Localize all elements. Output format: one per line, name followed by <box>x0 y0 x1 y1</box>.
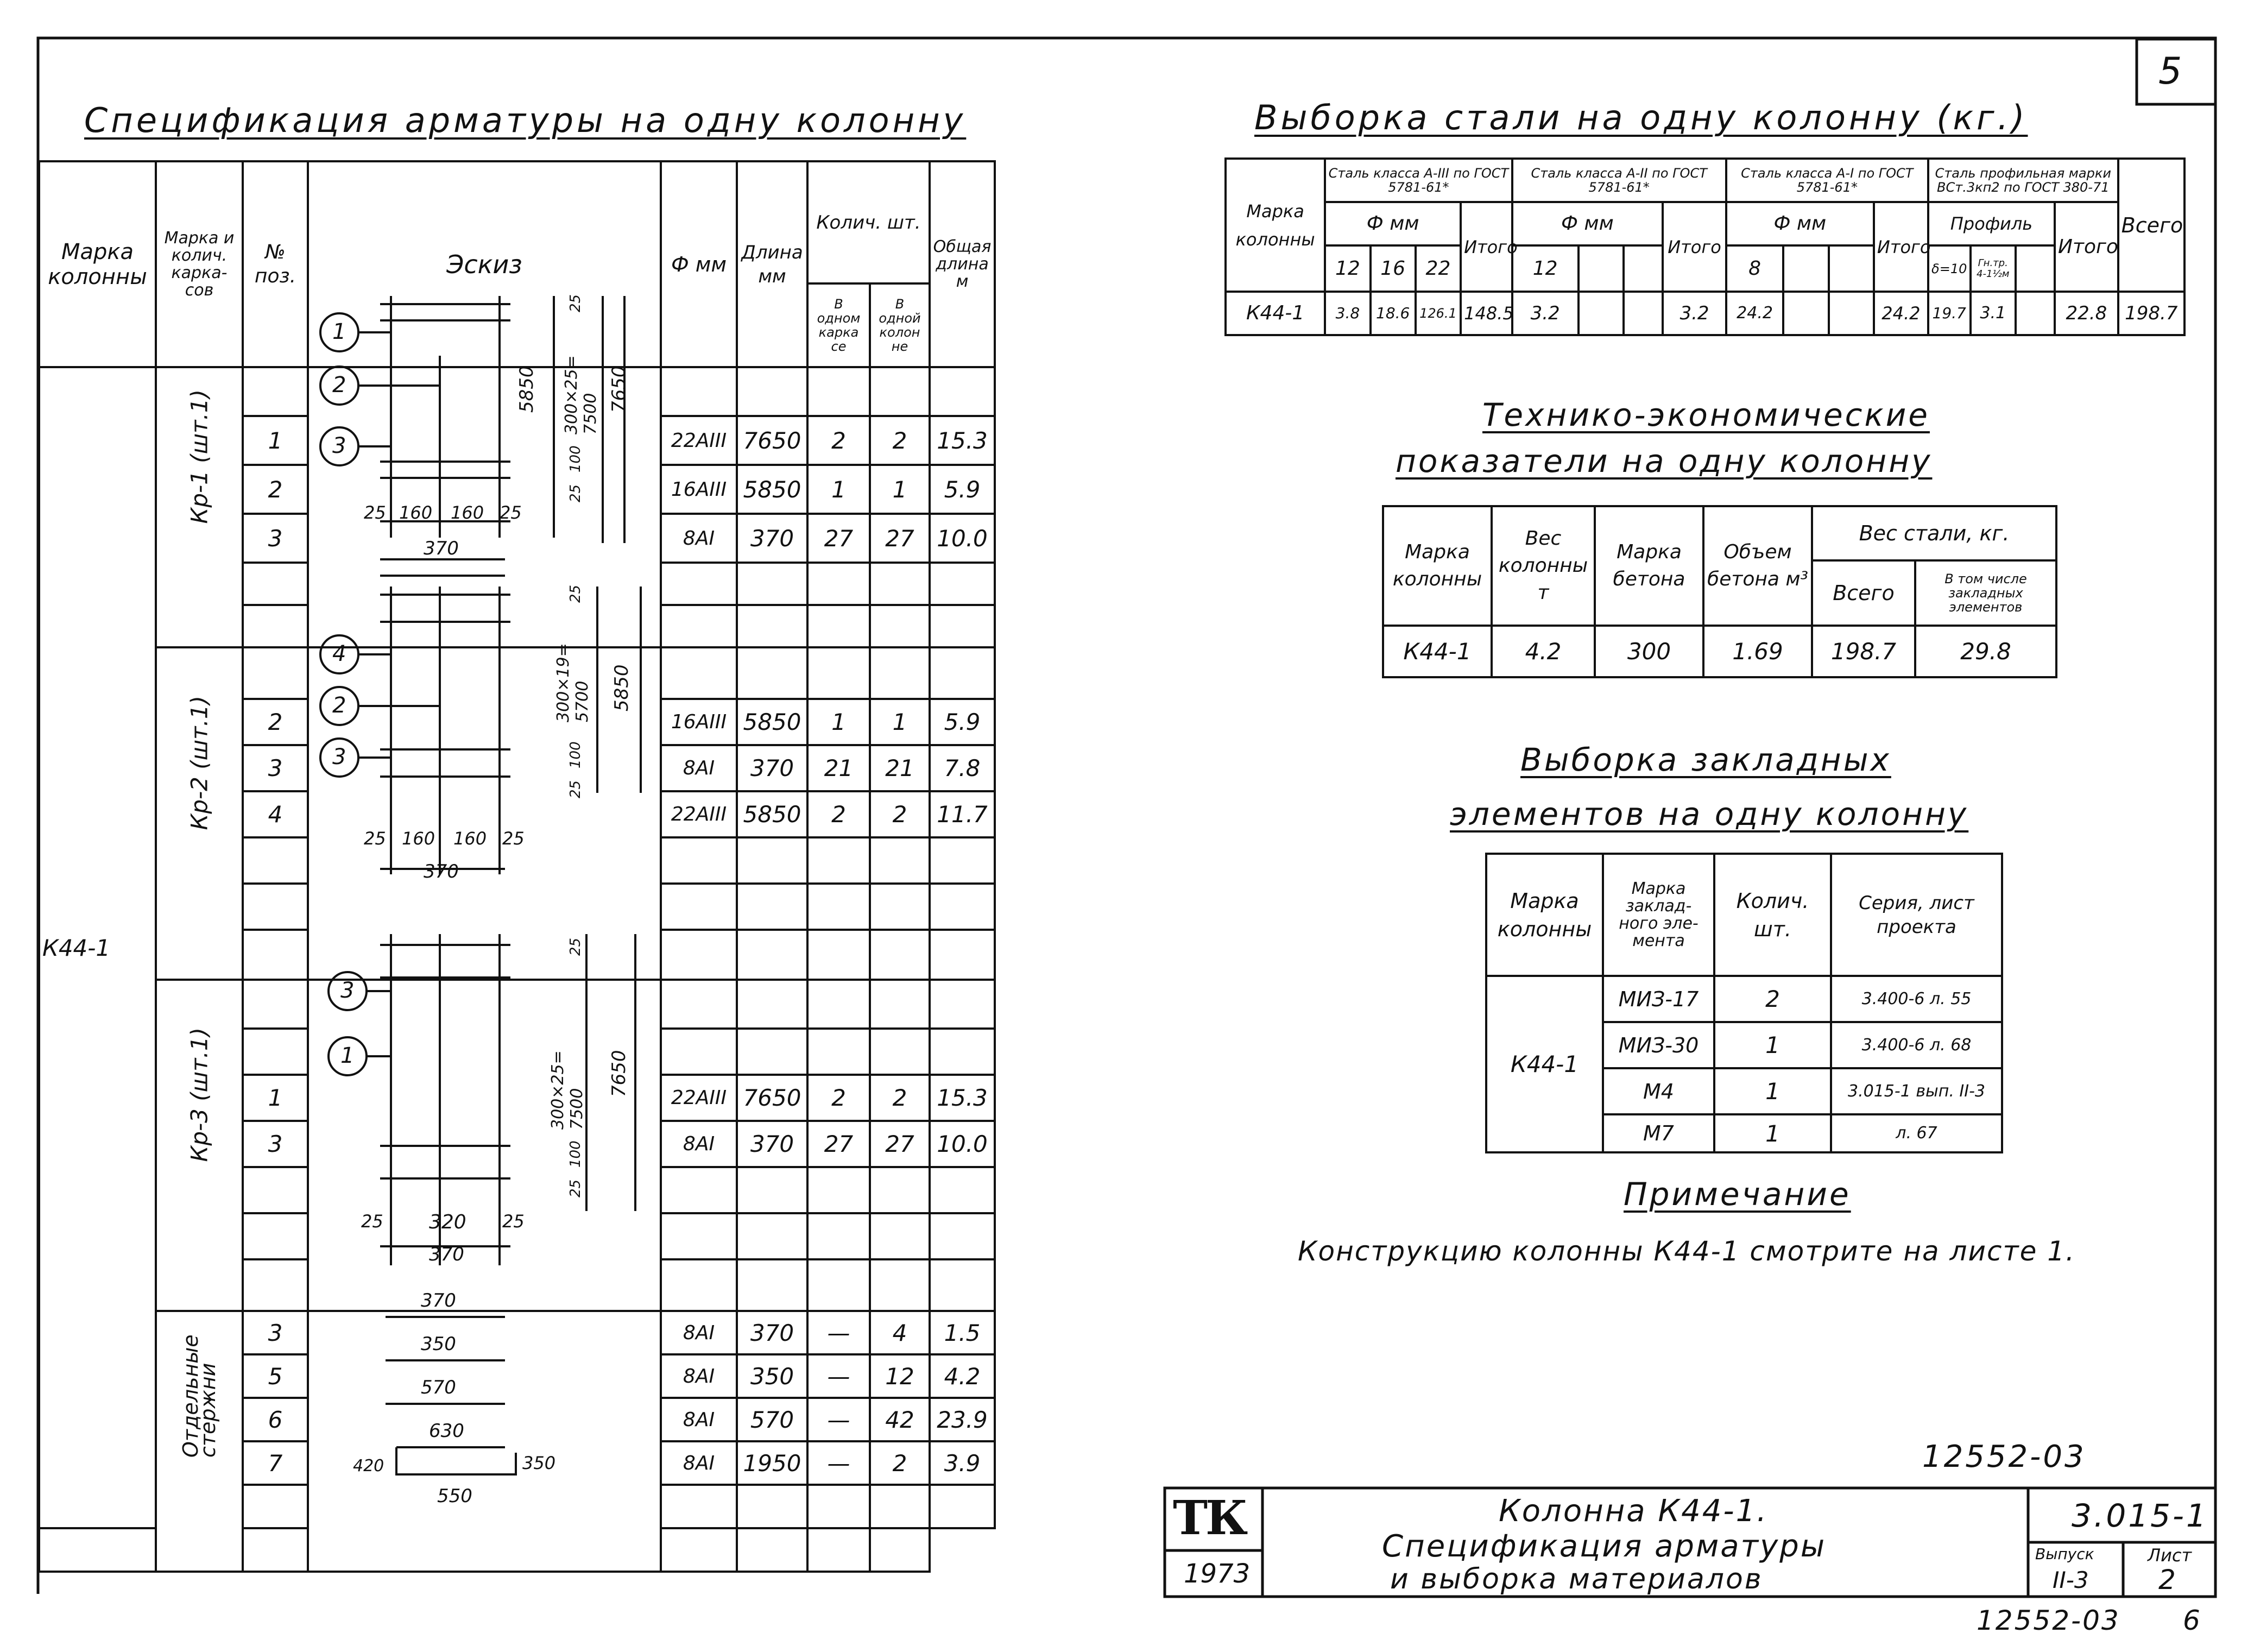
steel-hdr-all: Всего <box>2118 159 2184 292</box>
steel-c1: 24.2 <box>1726 292 1784 335</box>
hdr-length: Длина мм <box>737 161 807 367</box>
emb-qty: 2 <box>1714 976 1831 1022</box>
steel-d8: 8 <box>1726 245 1784 292</box>
qty-col-cell: 2 <box>870 1441 930 1485</box>
kr2-w4: 25 <box>502 828 525 849</box>
qty-col-cell: 27 <box>870 1121 930 1167</box>
steel-b1: 3.2 <box>1512 292 1579 335</box>
qty-col-cell: 2 <box>870 791 930 837</box>
note-title: Примечание <box>1624 1176 1851 1213</box>
pos-cell: 5 <box>243 1354 308 1398</box>
steel-a2: 18.6 <box>1371 292 1416 335</box>
emb-hdr-series: Серия, лист проекта <box>1831 854 2002 976</box>
kr3-w2: 320 <box>429 1211 466 1233</box>
stamp-issue: II-3 <box>2053 1567 2089 1593</box>
dia-cell: 22АIII <box>661 1075 737 1121</box>
steel-t3: 24.2 <box>1874 292 1928 335</box>
length-cell: 370 <box>737 1311 807 1354</box>
qty-col-cell: 1 <box>870 465 930 514</box>
steel-d22: 22 <box>1416 245 1461 292</box>
total-cell: 3.9 <box>930 1441 995 1485</box>
steel-hdr-a1: Сталь класса A-I по ГОСТ 5781-61* <box>1726 159 1928 202</box>
kr1-dim-spacing: 300×25= 7500 <box>562 350 600 434</box>
total-cell: 23.9 <box>930 1398 995 1441</box>
hdr-qty-frame: В одном карка се <box>807 283 870 367</box>
frame-kr3-cell <box>156 980 243 1311</box>
tk-logo: ТК <box>1173 1491 1246 1546</box>
dia-cell: 8АI <box>661 1121 737 1167</box>
tech-hdr-concrete: Марка бетона <box>1595 506 1703 626</box>
qty-col-cell: 4 <box>870 1311 930 1354</box>
qty-frame-cell: 2 <box>807 791 870 837</box>
kr1-dim-bot1: 100 <box>567 445 584 472</box>
hdr-column-mark: Марка колонны <box>39 161 156 367</box>
kr1-w3: 160 <box>451 502 484 523</box>
emb-hdr-element: Марка заклад- ного эле- мента <box>1603 854 1714 976</box>
tech-concrete: 300 <box>1595 626 1703 677</box>
kr3-circle-1: 1 <box>340 1043 355 1068</box>
kr2-dim-bot1: 100 <box>567 741 584 768</box>
steel-d12b: 12 <box>1512 245 1579 292</box>
length-cell: 7650 <box>737 416 807 465</box>
pos-cell: 3 <box>243 745 308 791</box>
pos-cell: 2 <box>243 699 308 745</box>
steel-t4: 22.8 <box>2055 292 2118 335</box>
tech-hdr-steel: Вес стали, кг. <box>1812 506 2056 560</box>
qty-col-cell: 42 <box>870 1398 930 1441</box>
tech-weight: 4.2 <box>1492 626 1595 677</box>
kr2-w1: 25 <box>364 828 386 849</box>
length-cell: 370 <box>737 1121 807 1167</box>
bar7-sketch-label: 630 <box>429 1420 464 1442</box>
kr1-w1: 25 <box>364 502 386 523</box>
kr3-dim-top: 25 <box>567 937 584 956</box>
total-cell: 15.3 <box>930 1075 995 1121</box>
length-cell: 370 <box>737 514 807 563</box>
dia-cell: 8АI <box>661 1354 737 1398</box>
kr1-w2: 160 <box>399 502 433 523</box>
tech-hdr-mark: Марка колонны <box>1383 506 1492 626</box>
kr3-dim-bot2: 25 <box>567 1179 584 1197</box>
pos-cell: 1 <box>243 1075 308 1121</box>
qty-frame-cell: 21 <box>807 745 870 791</box>
steel-t1: 148.5 <box>1461 292 1512 335</box>
column-mark-cell <box>39 367 156 1528</box>
stamp-title-line3: и выборка материалов <box>1390 1563 1763 1596</box>
steel-hdr-profile-steel: Сталь профильная марки ВСт.3кп2 по ГОСТ 380-71 <box>1928 159 2118 202</box>
kr3-dim-bot1: 100 <box>567 1140 584 1168</box>
length-cell: 7650 <box>737 1075 807 1121</box>
emb-series: л. 67 <box>1831 1114 2002 1152</box>
length-cell: 570 <box>737 1398 807 1441</box>
kr2-w-total: 370 <box>424 861 459 882</box>
emb-series: 3.400-6 л. 68 <box>1831 1022 2002 1068</box>
steel-a3: 126.1 <box>1416 292 1461 335</box>
qty-col-cell: 27 <box>870 514 930 563</box>
stamp-title-line1: Колонна К44-1. <box>1499 1493 1769 1529</box>
dia-cell: 22АIII <box>661 416 737 465</box>
steel-hdr-total4: Итого <box>2055 202 2118 292</box>
frame-kr1-label: Кр-1 (шт.1) <box>186 389 213 524</box>
qty-col-cell: 2 <box>870 1075 930 1121</box>
kr2-dim-total: 5850 <box>611 664 633 711</box>
steel-t2: 3.2 <box>1663 292 1726 335</box>
dia-cell: 8АI <box>661 1398 737 1441</box>
hook-bottom: 550 <box>437 1485 472 1507</box>
steel-hdr-phi1: Ф мм <box>1325 202 1461 245</box>
pos-cell: 3 <box>243 1121 308 1167</box>
emb-hdr-qty: Колич. шт. <box>1714 854 1831 976</box>
pos-cell: 6 <box>243 1398 308 1441</box>
steel-hdr-a2: Сталь класса A-II по ГОСТ 5781-61* <box>1512 159 1726 202</box>
emb-element: М7 <box>1603 1114 1714 1152</box>
hdr-total-length: Общая длина м <box>930 161 995 367</box>
tech-hdr-steel-emb: В том числе закладных элементов <box>1915 560 2056 626</box>
kr3-w-total: 370 <box>429 1244 464 1265</box>
length-cell: 370 <box>737 745 807 791</box>
kr2-w3: 160 <box>453 828 487 849</box>
kr2-w2: 160 <box>402 828 435 849</box>
qty-frame-cell: 27 <box>807 1121 870 1167</box>
steel-a1: 3.8 <box>1325 292 1370 335</box>
pos-cell: 3 <box>243 1311 308 1354</box>
length-cell: 5850 <box>737 465 807 514</box>
frame-kr1-cell <box>156 367 243 647</box>
dia-cell: 8АI <box>661 745 737 791</box>
tech-hdr-volume: Объем бетона м³ <box>1703 506 1812 626</box>
pos-cell: 7 <box>243 1441 308 1485</box>
embedded-table <box>1485 853 2003 1153</box>
emb-qty: 1 <box>1714 1114 1831 1152</box>
tech-steel-emb: 29.8 <box>1915 626 2056 677</box>
total-cell: 15.3 <box>930 416 995 465</box>
frame-kr3-label: Кр-3 (шт.1) <box>186 1027 213 1162</box>
emb-element: МИЗ-17 <box>1603 976 1714 1022</box>
qty-col-cell: 21 <box>870 745 930 791</box>
page-number: 6 <box>2183 1605 2200 1636</box>
qty-frame-cell: 1 <box>807 699 870 745</box>
spec-title: Спецификация арматуры на одну колонну <box>84 100 967 140</box>
sheet-number: 5 <box>2158 50 2182 93</box>
embedded-title-line2: элементов на одну колонну <box>1450 796 1969 833</box>
kr2-dim-top: 25 <box>567 584 584 603</box>
sketch-kr3 <box>308 980 661 1311</box>
hdr-frame-mark: Марка и колич. карка- сов <box>156 161 243 367</box>
qty-col-cell: 12 <box>870 1354 930 1398</box>
tech-title-line2: показатели на одну колонну <box>1396 443 1933 480</box>
hdr-qty-column: В одной колон не <box>870 283 930 367</box>
hook-right: 350 <box>522 1453 556 1473</box>
total-cell: 1.5 <box>930 1311 995 1354</box>
hdr-sketch: Эскиз <box>308 161 661 367</box>
steel-p2-val: 3.1 <box>1971 292 2016 335</box>
steel-hdr-profile: Профиль <box>1928 202 2055 245</box>
note-text: Конструкцию колонны К44-1 смотрите на листе 1. <box>1298 1235 2075 1267</box>
kr1-circle-2: 2 <box>332 373 346 398</box>
tech-mark: К44-1 <box>1383 626 1492 677</box>
total-cell: 5.9 <box>930 465 995 514</box>
pos-cell: 3 <box>243 514 308 563</box>
kr1-dim-inner: 5850 <box>516 365 538 413</box>
emb-col-mark: К44-1 <box>1486 976 1603 1152</box>
hook-left: 420 <box>353 1456 384 1476</box>
hdr-dia: Ф мм <box>661 161 737 367</box>
kr1-w4: 25 <box>500 502 522 523</box>
separate-label: Отдельные стержни <box>179 1334 220 1458</box>
kr3-dim-total: 7650 <box>608 1050 630 1097</box>
total-cell: 10.0 <box>930 514 995 563</box>
steel-hdr-mark: Марка колонны <box>1226 159 1325 292</box>
qty-frame-cell: 27 <box>807 514 870 563</box>
tech-steel-all: 198.7 <box>1812 626 1915 677</box>
emb-qty: 1 <box>1714 1022 1831 1068</box>
kr1-dim-total: 7650 <box>608 365 630 413</box>
qty-col-cell: 2 <box>870 416 930 465</box>
embedded-title-line1: Выборка закладных <box>1520 741 1891 778</box>
tech-title-line1: Технико-экономические <box>1482 396 1930 433</box>
pos-cell: 4 <box>243 791 308 837</box>
qty-frame-cell: — <box>807 1398 870 1441</box>
steel-table <box>1224 157 2186 336</box>
kr1-w-total: 370 <box>424 538 459 559</box>
dia-cell: 16АIII <box>661 465 737 514</box>
kr2-circle-2: 2 <box>332 693 346 718</box>
emb-series: 3.015-1 вып. II-3 <box>1831 1068 2002 1114</box>
kr3-w1: 25 <box>361 1211 383 1232</box>
frame-kr2-cell <box>156 647 243 980</box>
length-cell: 5850 <box>737 791 807 837</box>
total-cell: 5.9 <box>930 699 995 745</box>
length-cell: 350 <box>737 1354 807 1398</box>
bar6-sketch-label: 570 <box>421 1377 456 1398</box>
dia-cell: 16АIII <box>661 699 737 745</box>
dia-cell: 8АI <box>661 1311 737 1354</box>
kr2-circle-4: 4 <box>332 641 346 666</box>
kr3-w4: 25 <box>502 1211 525 1232</box>
kr2-dim-spacing: 300×19= 5700 <box>554 638 592 722</box>
qty-frame-cell: — <box>807 1441 870 1485</box>
kr3-dim-spacing: 300×25= 7500 <box>548 1045 586 1130</box>
code-below-stamp: 12552-03 <box>1977 1605 2120 1636</box>
kr3-circle-3: 3 <box>340 978 355 1003</box>
qty-col-cell: 1 <box>870 699 930 745</box>
steel-d16: 16 <box>1371 245 1416 292</box>
stamp-sheet: 2 <box>2158 1564 2176 1596</box>
total-cell: 10.0 <box>930 1121 995 1167</box>
tech-volume: 1.69 <box>1703 626 1812 677</box>
kr1-circle-1: 1 <box>332 319 346 344</box>
length-cell: 1950 <box>737 1441 807 1485</box>
pos-cell: 1 <box>243 416 308 465</box>
qty-frame-cell: 2 <box>807 416 870 465</box>
dia-cell: 8АI <box>661 1441 737 1485</box>
qty-frame-cell: — <box>807 1354 870 1398</box>
steel-hdr-total1: Итого <box>1461 202 1512 292</box>
tech-table <box>1382 505 2057 678</box>
stamp-title-line2: Спецификация арматуры <box>1382 1529 1827 1564</box>
dia-cell: 22АIII <box>661 791 737 837</box>
column-mark: К44-1 <box>42 934 111 961</box>
hdr-pos: № поз. <box>243 161 308 367</box>
kr1-dim-top: 25 <box>567 294 584 312</box>
steel-all: 198.7 <box>2118 292 2184 335</box>
sketch-kr2 <box>308 647 661 980</box>
emb-element: М4 <box>1603 1068 1714 1114</box>
frame-kr2-label: Кр-2 (шт.1) <box>186 695 213 830</box>
steel-hdr-a3: Сталь класса A-III по ГОСТ 5781-61* <box>1325 159 1512 202</box>
kr1-dim-bot2: 25 <box>567 484 584 502</box>
emb-element: МИЗ-30 <box>1603 1022 1714 1068</box>
steel-p2: Гн.тр. 4-1½м <box>1971 245 2016 292</box>
steel-hdr-phi2: Ф мм <box>1512 202 1663 245</box>
hdr-qty: Колич. шт. <box>807 161 930 283</box>
bar5-sketch-label: 350 <box>421 1333 456 1355</box>
steel-title: Выборка стали на одну колонну (кг.) <box>1254 98 2028 137</box>
bar3-sketch-label: 370 <box>421 1290 456 1311</box>
steel-d12: 12 <box>1325 245 1370 292</box>
qty-frame-cell: 2 <box>807 1075 870 1121</box>
length-cell: 5850 <box>737 699 807 745</box>
qty-frame-cell: 1 <box>807 465 870 514</box>
stamp-year: 1973 <box>1184 1559 1251 1589</box>
sketch-separate <box>308 1311 661 1572</box>
steel-hdr-total2: Итого <box>1663 202 1726 292</box>
steel-p1-val: 19.7 <box>1928 292 1971 335</box>
cell <box>243 367 308 416</box>
qty-frame-cell: — <box>807 1311 870 1354</box>
dia-cell: 8АI <box>661 514 737 563</box>
total-cell: 7.8 <box>930 745 995 791</box>
pos-cell: 2 <box>243 465 308 514</box>
emb-series: 3.400-6 л. 55 <box>1831 976 2002 1022</box>
code-above-stamp: 12552-03 <box>1922 1439 2086 1474</box>
tech-hdr-weight: Вес колонны т <box>1492 506 1595 626</box>
steel-hdr-total3: Итого <box>1874 202 1928 292</box>
tech-hdr-steel-all: Всего <box>1812 560 1915 626</box>
kr2-circle-3: 3 <box>332 745 346 770</box>
separate-cell <box>156 1311 243 1572</box>
emb-qty: 1 <box>1714 1068 1831 1114</box>
steel-hdr-phi3: Ф мм <box>1726 202 1874 245</box>
stamp-sheet-label: Лист <box>2148 1545 2192 1566</box>
steel-row-mark: К44-1 <box>1226 292 1325 335</box>
stamp-issue-label: Выпуск <box>2035 1545 2094 1563</box>
steel-p1: δ=10 <box>1928 245 1971 292</box>
total-cell: 4.2 <box>930 1354 995 1398</box>
emb-hdr-mark: Марка колонны <box>1486 854 1603 976</box>
kr1-circle-3: 3 <box>332 433 346 458</box>
stamp-series: 3.015-1 <box>2072 1497 2208 1534</box>
total-cell: 11.7 <box>930 791 995 837</box>
kr2-dim-bot2: 25 <box>567 780 584 798</box>
